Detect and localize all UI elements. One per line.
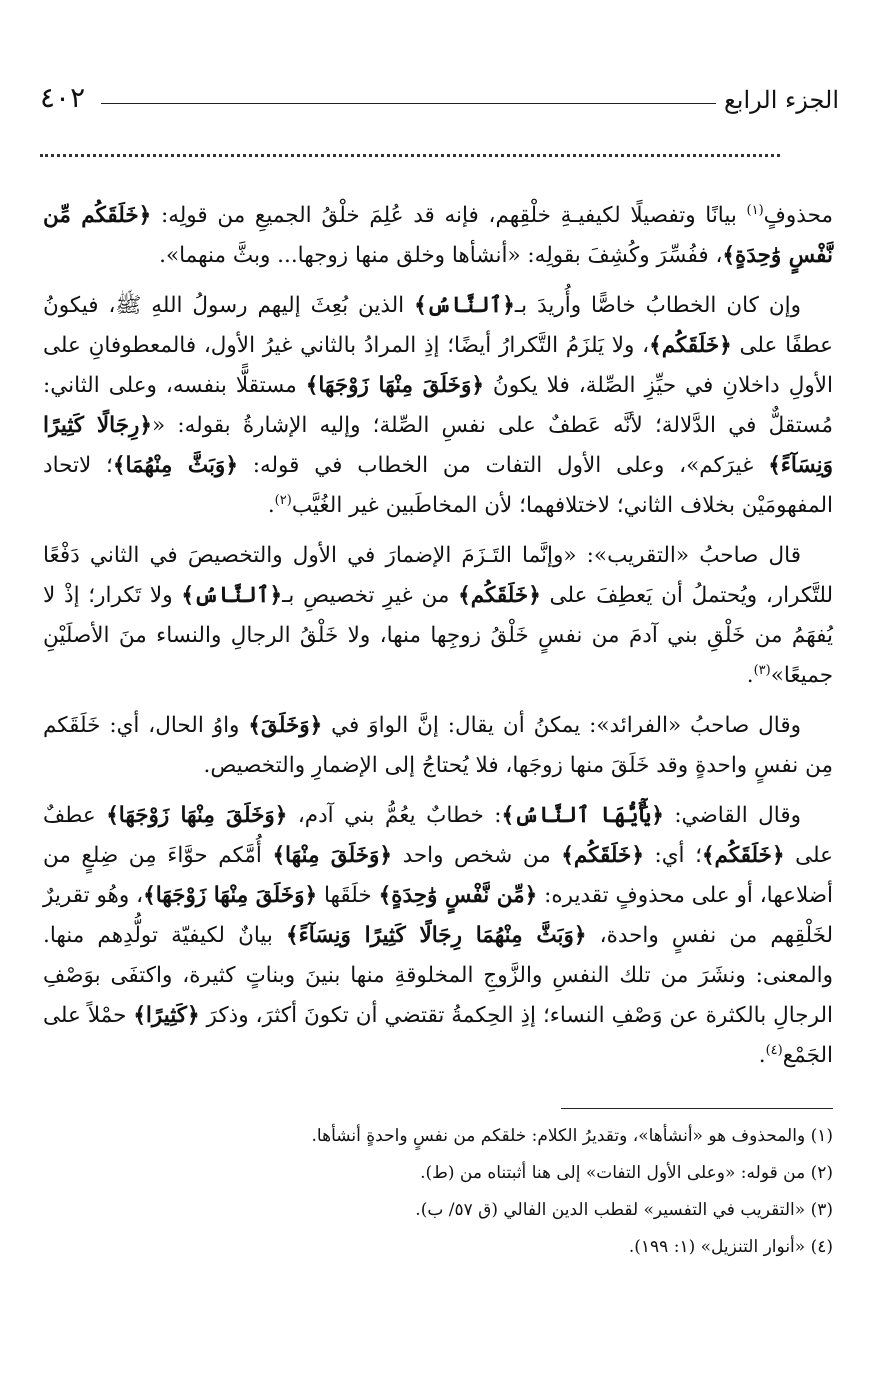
quran-quote: ﴿رِجَالًا كَثِيرًا وَنِسَآءً﴾: [43, 413, 833, 478]
footnote-ref[interactable]: (٢): [274, 492, 292, 508]
text-segment: وقال القاضي:: [663, 803, 801, 828]
text-segment: محذوفٍ: [763, 203, 833, 228]
text-segment: .: [746, 663, 754, 688]
quran-quote: ﴿وَخَلَقَ﴾: [248, 713, 323, 738]
text-segment: وقال صاحبُ «الفرائد»: يمكنُ أن يقال: إنَّ الواوَ في: [322, 713, 801, 738]
quran-quote: ﴿خَلَقَكُم﴾: [458, 583, 541, 608]
footnotes: [43, 1118, 833, 1266]
footnote-1: (١) والمحذوف هو «أنشأها»، وتقديرُ الكلام: خلقكم من نفسٍ واحدةٍ أنشأها.: [311, 1126, 833, 1146]
footnote-4: (٤) «أنوار التنزيل» (١: ١٩٩).: [628, 1237, 833, 1257]
quran-quote: ﴿خَلَقَكُم﴾: [561, 843, 644, 868]
footnote-ref[interactable]: (٤): [765, 1042, 783, 1058]
text-segment: ؛ لاتحاد المفهومَيْن بخلاف الثاني؛ لاختلافهما؛ لأن المخاطَبين غير الغُيَّب: [43, 453, 833, 518]
part-title: الجزء الرابع: [724, 86, 839, 114]
quran-quote: ﴿كَثِيرًا﴾: [133, 1003, 200, 1028]
text-segment: ولا تَكرار؛ إذْ لا يُفهَمُ من خَلْقِ بني آدمَ من نفسٍ خَلْقُ زوجِها منها، ولا خَلْقُ الرجالِ والنساء منَ الأصلَيْنِ جميعًا»: [43, 583, 833, 688]
text-segment: عطفٌ على: [43, 803, 833, 868]
text-segment: غيرَكم»، وعلى الأول التفات من الخطاب في قوله:: [237, 453, 769, 478]
text-segment: بيانٌ لكيفيّة تولُّدِهم منها. والمعنى: ونشَرَ من تلك النفسِ والزَّوجِ المخلوقةِ منها بنينَ وبناتٍ كثيرة، واكتفَى بوَصْفِ الرجالِ بالكثرة عن وَصْفِ النساء؛ إذِ الحِكمةُ تقتضي أن تكونَ أكثرَ، وذكرَ: [43, 923, 833, 1028]
paragraph-2: [43, 286, 833, 526]
text-segment: من غيرِ تخصيصِ بـ: [282, 583, 459, 608]
text-segment: خلَقَها: [317, 883, 379, 908]
text-segment: أُمَّكم حوَّاءَ مِن ضِلعٍ من أضلاعها، أو على محذوفٍ تقديره:: [43, 843, 833, 908]
text-segment: قال صاحبُ «التقريب»: «وإنَّما التَـزَمَ الإضمارَ في الأول والتخصيصَ في الثاني دَفْعًا للتَّكرار، ويُحتملُ أن يَعطِفَ على: [43, 543, 834, 608]
header-rule: [101, 103, 716, 104]
text-segment: .: [758, 1043, 766, 1068]
text-segment: ، ففُسِّرَ وكُشِفَ بقولِه: «أنشأها وخلق منها زوجها... وبثَّ منهما».: [159, 243, 723, 268]
quran-quote: ﴿خَلَقَكُم﴾: [701, 843, 785, 868]
running-header: [40, 62, 839, 112]
quran-quote: ﴿خَلَقَكُم﴾: [649, 333, 732, 358]
text-segment: حمْلاً على الجَمْع: [43, 1003, 833, 1068]
quran-quote: ﴿ٱلنَّاسُ﴾: [181, 583, 283, 608]
quran-quote: ﴿وَبَثَّ مِنْهُمَا رِجَالًا كَثِيرًا وَنِسَآءً﴾: [286, 923, 587, 948]
footnote-2: (٢) من قوله: «وعلى الأول التفات» إلى هنا أثبتناه من (ط).: [420, 1163, 833, 1183]
quran-quote: ﴿وَبَثَّ مِنْهُمَا﴾: [112, 453, 238, 478]
text-segment: ، ولا يَلزَمُ التَّكرارُ أيضًا؛ إذِ المرادُ بالثاني غيرُ الأول، فالمعطوفانِ على الأولِ داخلانِ في حيِّزِ الصِّلة، فلا يكونُ: [43, 333, 833, 398]
quran-quote: ﴿ٱلنَّاسُ﴾: [414, 293, 515, 318]
text-segment: : خطابٌ يعُمُّ بني آدم،: [287, 803, 502, 828]
quran-quote: ﴿يَٰٓأَيُّهَا ٱلنَّاسُ﴾: [501, 803, 664, 828]
paragraph-5: [43, 796, 833, 1076]
text-segment: بيانًا وتفصيلًا لكيفيـةِ خلْقِهم، فإنه قد عُلِمَ خلْقُ الجميعِ من قولِه:: [151, 203, 747, 228]
text-segment: الذين بُعِثَ إليهم رسولُ اللهِ ﷺ، فيكونُ عطفًا على: [43, 293, 833, 358]
quran-quote: ﴿وَخَلَقَ مِنْهَا زَوْجَهَا﴾: [143, 883, 318, 908]
text-segment: ، وهُو تقريرٌ لخَلْقِهم من نفسٍ واحدة،: [43, 883, 833, 948]
paragraph-1: [43, 196, 833, 276]
quran-quote: ﴿خَلَقَكُم مِّن نَّفْسٍ وَٰحِدَةٍ﴾: [43, 203, 833, 268]
quran-quote: ﴿مِّن نَّفْسٍ وَٰحِدَةٍ﴾: [378, 883, 538, 908]
paragraph-3: [43, 536, 833, 696]
paragraph-4: [43, 706, 833, 786]
dotted-separator: [40, 154, 780, 157]
main-text: [43, 196, 833, 1086]
text-segment: مستقلًّا بنفسه، وعلى الثاني: مُستقلٌّ في الدَّلالة؛ لأنَّه عَطفٌ على نفسِ الصِّلة؛ وإليه الإشارةُ بقوله: «: [43, 373, 833, 438]
text-segment: من شخص واحد: [392, 843, 562, 868]
text-segment: واوُ الحال، أي: خَلَقَكم مِن نفسٍ واحدةٍ وقد خَلَقَ منها زوجَها، فلا يُحتاجُ إلى الإضمارِ والتخصيص.: [43, 713, 833, 778]
quran-quote: ﴿وَخَلَقَ مِنْهَا زَوْجَهَا﴾: [305, 373, 484, 398]
text-segment: ؛ أي:: [643, 843, 702, 868]
page-number: ٤٠٢: [40, 81, 86, 114]
footnote-ref[interactable]: (١): [746, 202, 764, 218]
footnote-3: (٣) «التقريب في التفسير» لقطب الدين الفالي (ق ٥٧/ ب).: [415, 1200, 833, 1220]
quran-quote: ﴿وَخَلَقَ مِنْهَا﴾: [272, 843, 393, 868]
text-segment: وإن كان الخطابُ خاصًّا وأُريدَ بـ: [514, 293, 801, 318]
footnote-ref[interactable]: (٣): [753, 662, 771, 678]
text-segment: .: [267, 493, 275, 518]
quran-quote: ﴿وَخَلَقَ مِنْهَا زَوْجَهَا﴾: [106, 803, 288, 828]
footnote-rule: [561, 1108, 833, 1109]
